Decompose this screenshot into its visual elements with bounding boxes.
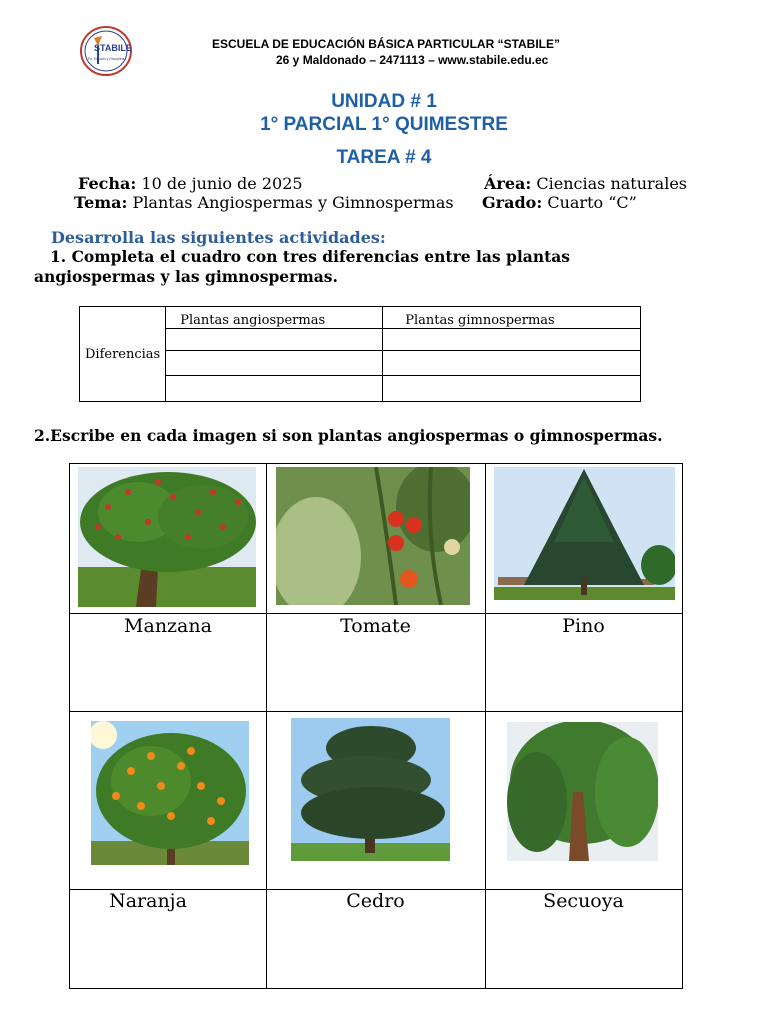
cedar-tree-photo [291, 718, 450, 861]
answer-cell[interactable] [166, 329, 383, 351]
fecha-value: 10 de junio de 2025 [141, 174, 303, 193]
sequoia-tree-photo [507, 722, 658, 861]
answer-area[interactable] [267, 644, 485, 710]
question-1-text: . Completa el cuadro con tres diferencias entre las plantas angiospermas y las gimnospermas. [34, 247, 571, 286]
grado-line [482, 193, 637, 212]
tema-label: Tema: [74, 193, 128, 212]
area-line [484, 174, 687, 193]
unit-title: UNIDAD # 1 [331, 91, 437, 112]
school-address: 26 y Maldonado – 2471113 – www.stabile.edu.ec [276, 53, 549, 67]
school-logo [80, 26, 132, 76]
answer-cell[interactable] [166, 351, 383, 376]
apple-tree-photo [78, 467, 256, 607]
grado-value: Cuarto “C” [547, 193, 637, 212]
differences-row-header: Diferencias [80, 307, 166, 402]
answer-cell[interactable] [383, 351, 641, 376]
answer-area[interactable] [70, 644, 266, 710]
area-value: Ciencias naturales [536, 174, 687, 193]
activities-heading: Desarrolla las siguientes actividades: [51, 228, 386, 247]
tomato-plant-photo [276, 467, 470, 605]
pine-tree-photo [494, 467, 675, 600]
answer-area[interactable] [486, 919, 682, 987]
logo-subtext: Fe, Estudio y Disciplina [88, 57, 125, 61]
school-name: ESCUELA DE EDUCACIÓN BÁSICA PARTICULAR “STABILE” [212, 37, 561, 51]
task-title: TAREA # 4 [336, 147, 432, 168]
gymnosperm-column-header: Plantas gimnospermas [383, 307, 641, 329]
angiosperm-column-header: Plantas angiospermas [166, 307, 383, 329]
plant-label-pine: Pino [562, 615, 605, 637]
plant-label-sequoia: Secuoya [543, 890, 624, 912]
answer-cell[interactable] [166, 376, 383, 402]
question-1-number: 1 [50, 247, 61, 266]
question-2: 2.Escribe en cada imagen si son plantas angiospermas o gimnospermas. [34, 426, 663, 445]
plants-grid [69, 463, 683, 989]
plant-label-apple: Manzana [124, 615, 212, 637]
tema-value: Plantas Angiospermas y Gimnospermas [132, 193, 454, 212]
question-1 [34, 247, 674, 287]
answer-cell[interactable] [383, 329, 641, 351]
partial-title: 1° PARCIAL 1° QUIMESTRE [260, 114, 508, 135]
plant-label-cedar: Cedro [346, 890, 405, 912]
area-label: Área: [484, 174, 532, 193]
answer-area[interactable] [486, 644, 682, 710]
answer-cell[interactable] [383, 376, 641, 402]
differences-table [79, 306, 641, 402]
answer-area[interactable] [70, 919, 266, 987]
tema-line [74, 193, 454, 212]
grado-label: Grado: [482, 193, 543, 212]
plant-label-tomato: Tomate [340, 615, 411, 637]
plant-label-orange: Naranja [109, 890, 187, 912]
fecha-line [78, 174, 303, 193]
fecha-label: Fecha: [78, 174, 137, 193]
orange-tree-photo [91, 721, 249, 865]
answer-area[interactable] [267, 919, 485, 987]
logo-text: STABILE [94, 43, 132, 53]
